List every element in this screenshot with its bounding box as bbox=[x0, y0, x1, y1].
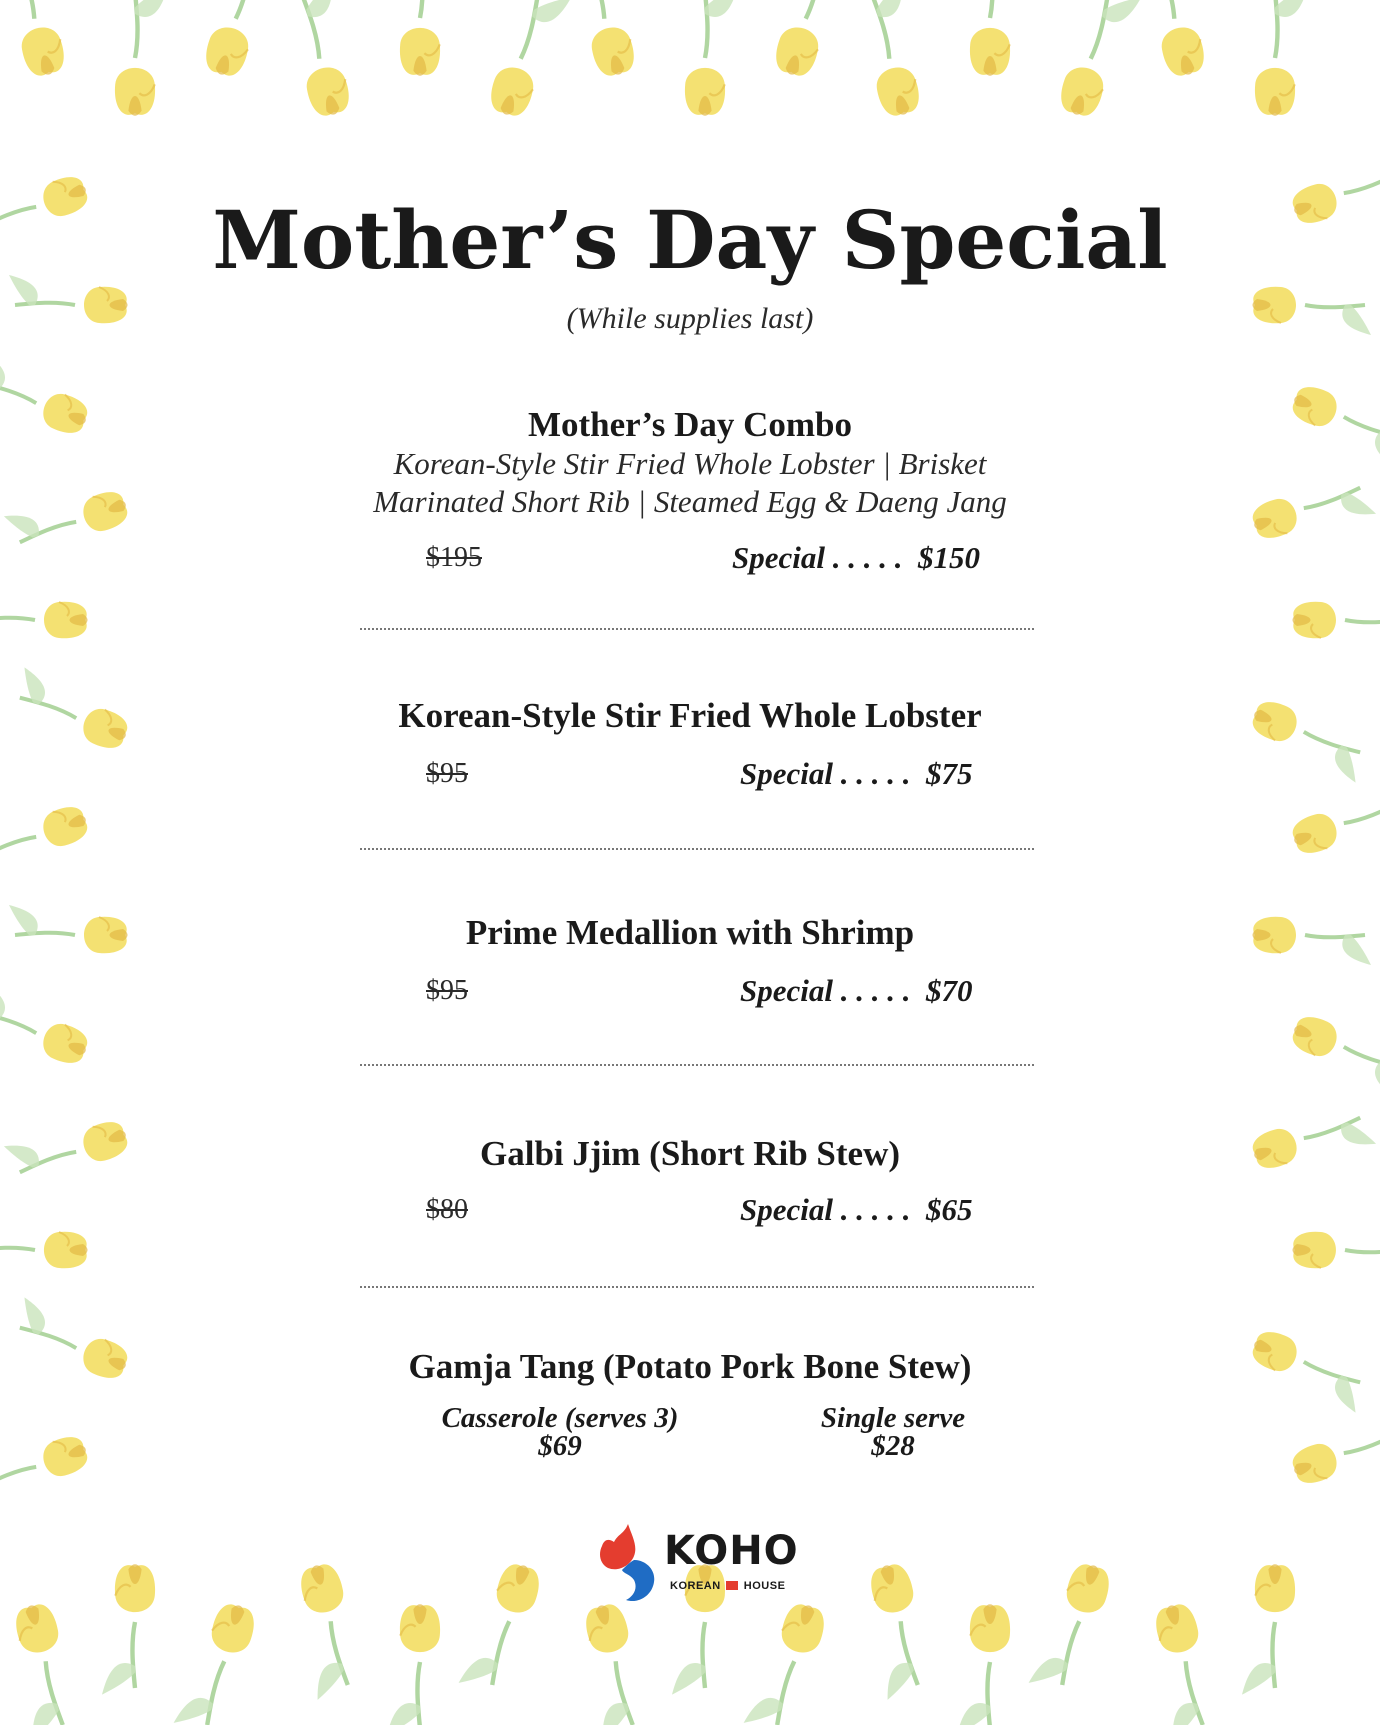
divider bbox=[360, 848, 1034, 850]
casserole-option bbox=[410, 1404, 710, 1460]
item-lobster-name: Korean-Style Stir Fried Whole Lobster bbox=[398, 696, 982, 735]
divider bbox=[360, 1064, 1034, 1066]
item-mothers-day-combo-old-price: $195 bbox=[426, 542, 482, 573]
item-lobster-old-price: $95 bbox=[426, 758, 468, 789]
logo-sub-right: HOUSE bbox=[743, 1580, 786, 1592]
koho-logo bbox=[594, 1520, 799, 1610]
casserole-price: $69 bbox=[538, 1430, 582, 1462]
logo-sub-left: KOREAN bbox=[670, 1580, 721, 1592]
single-serve-option bbox=[800, 1404, 986, 1460]
divider bbox=[360, 628, 1034, 630]
page-title: Mother’s Day Special bbox=[212, 193, 1168, 287]
logo-wordmark: KOHO bbox=[664, 1528, 799, 1574]
item-prime-medallion-special-price: Special . . . . . $70 bbox=[740, 973, 973, 1008]
item-prime-medallion-old-price: $95 bbox=[426, 975, 468, 1006]
item-mothers-day-combo-name: Mother’s Day Combo bbox=[527, 405, 852, 444]
page-subtitle: (While supplies last) bbox=[566, 302, 814, 335]
item-gamja-tang-name: Gamja Tang (Potato Pork Bone Stew) bbox=[408, 1347, 972, 1386]
item-galbi-jjim-special-price: Special . . . . . $65 bbox=[740, 1192, 973, 1227]
logo-subtitle bbox=[670, 1580, 785, 1592]
item-prime-medallion-name: Prime Medallion with Shrimp bbox=[465, 913, 915, 952]
logo-flag-icon bbox=[726, 1581, 738, 1590]
single-serve-price: $28 bbox=[871, 1430, 915, 1462]
flame-logo-icon bbox=[594, 1520, 664, 1610]
item-galbi-jjim-old-price: $80 bbox=[426, 1194, 468, 1225]
single-serve-label: Single serve bbox=[820, 1402, 966, 1434]
item-lobster-special-price: Special . . . . . $75 bbox=[740, 756, 973, 791]
item-mothers-day-combo-desc-2: Marinated Short Rib | Steamed Egg & Daeng Jang bbox=[373, 484, 1007, 519]
item-galbi-jjim-name: Galbi Jjim (Short Rib Stew) bbox=[480, 1134, 900, 1173]
divider bbox=[360, 1286, 1034, 1288]
casserole-label: Casserole (serves 3) bbox=[441, 1402, 679, 1434]
item-mothers-day-combo-desc-1: Korean-Style Stir Fried Whole Lobster | Brisket bbox=[393, 446, 987, 481]
item-mothers-day-combo-special-price: Special . . . . . $150 bbox=[732, 540, 980, 575]
